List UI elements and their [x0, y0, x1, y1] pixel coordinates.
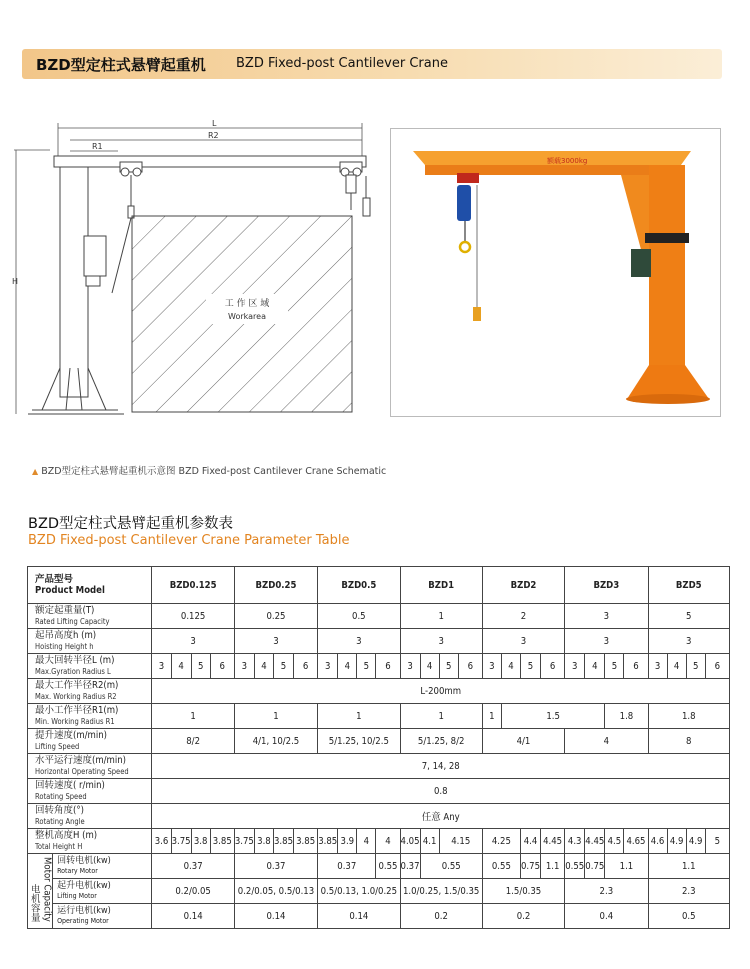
cell: 0.2: [482, 904, 564, 929]
label-cn: 提升速度(m/min): [35, 730, 107, 741]
cell: 2.3: [565, 879, 648, 904]
cell: 3.9: [338, 829, 357, 854]
label-rotating-angle: [28, 804, 152, 829]
cell: 0.75: [520, 854, 540, 879]
label-en: Hoisting Height h: [35, 642, 94, 651]
cell: 4: [565, 729, 648, 754]
cell: 4/1, 10/2.5: [234, 729, 317, 754]
cell: 8/2: [152, 729, 234, 754]
label-cn: 起吊高度h (m): [35, 630, 97, 641]
model-bzd025: BZD0.25: [234, 567, 317, 604]
cell: 3: [152, 654, 171, 679]
cell: 1: [482, 704, 501, 729]
cell: 3: [318, 654, 338, 679]
motor-label-en: Motor Capacity: [41, 857, 53, 922]
cell: 5: [705, 829, 729, 854]
label-en: Rated Lifting Capacity: [35, 617, 110, 626]
dim-label-l: L: [212, 119, 217, 128]
cell: 0.2/0.05: [152, 879, 234, 904]
cell: 0.5: [648, 904, 729, 929]
cell: 1.1: [605, 854, 648, 879]
jib-arm: [54, 156, 366, 167]
row-operating-motor: [28, 904, 730, 929]
row-max-gyration: [28, 654, 730, 679]
cell: 3: [648, 654, 667, 679]
cell: 4.5: [605, 829, 624, 854]
cell: 0.37: [400, 854, 420, 879]
cell: 3: [152, 629, 234, 654]
cell: 3: [482, 654, 501, 679]
cell: 0.55: [482, 854, 520, 879]
crane-illustration: [391, 129, 720, 416]
figure-caption: [32, 463, 386, 477]
cell: 1.5: [501, 704, 604, 729]
cell: 4.9: [667, 829, 686, 854]
cell: 3.75: [171, 829, 191, 854]
label-min-working-radius: [28, 704, 152, 729]
cell: 5: [191, 654, 210, 679]
photo-hook: [460, 242, 470, 252]
motor-label-cn: 电机容量: [28, 883, 40, 922]
title-banner: [22, 49, 722, 79]
parameter-table: [27, 566, 730, 929]
cell: L-200mm: [152, 679, 730, 704]
cell: 6: [458, 654, 482, 679]
model-bzd0125: BZD0.125: [152, 567, 234, 604]
cell: 0.55: [565, 854, 585, 879]
cell: 3: [234, 629, 317, 654]
label-en: Rotary Motor: [57, 867, 98, 875]
cell: 4.9: [686, 829, 705, 854]
cell: 3: [565, 654, 585, 679]
cell: 6: [541, 654, 565, 679]
cell: 4: [357, 829, 376, 854]
cell: 6: [705, 654, 729, 679]
model-bzd05: BZD0.5: [318, 567, 400, 604]
photo-column-band: [645, 233, 689, 243]
cell: 4.1: [420, 829, 439, 854]
cell: 4.4: [520, 829, 540, 854]
label-en: Operating Motor: [57, 917, 109, 925]
label-cn: 回转电机(kw): [57, 856, 111, 866]
label-rated-capacity: [28, 604, 152, 629]
label-en: Min. Working Radius R1: [35, 717, 115, 726]
cell: 5: [357, 654, 376, 679]
cell: 3.85: [294, 829, 318, 854]
model-bzd2: BZD2: [482, 567, 564, 604]
photo-pendant: [473, 307, 481, 321]
cell: 3: [482, 629, 564, 654]
cell: 6: [294, 654, 318, 679]
dim-label-r1: R1: [92, 142, 103, 151]
cell: 5: [686, 654, 705, 679]
cell: 7, 14, 28: [152, 754, 730, 779]
cell: 0.14: [318, 904, 400, 929]
cell: 0.8: [152, 779, 730, 804]
cell: 5/1.25, 10/2.5: [318, 729, 400, 754]
table-title-cn: BZD型定柱式悬臂起重机参数表: [28, 516, 234, 532]
cell: 3: [318, 629, 400, 654]
motor-capacity-label: [28, 854, 53, 929]
cell: 0.14: [234, 904, 317, 929]
crane-schematic: [14, 118, 376, 420]
cell: 任意 Any: [152, 804, 730, 829]
cell: 5: [648, 604, 729, 629]
cell: 4.65: [624, 829, 648, 854]
hoist-left: [112, 175, 134, 293]
cell: 5: [520, 654, 540, 679]
label-en: Horizontal Operating Speed: [35, 767, 129, 776]
label-cn: 起升电机(kw): [57, 881, 111, 891]
cell: 4.15: [439, 829, 482, 854]
row-total-height: [28, 829, 730, 854]
row-max-working-radius: [28, 679, 730, 704]
cell: 0.25: [234, 604, 317, 629]
label-en: Rotating Angle: [35, 817, 85, 826]
cell: 4: [171, 654, 191, 679]
work-area-label-cn: 工 作 区 域: [224, 299, 270, 309]
label-en: Total Height H: [35, 842, 83, 851]
label-cn: 整机高度H (m): [35, 830, 98, 841]
cell: 4.45: [541, 829, 565, 854]
cell: 4.6: [648, 829, 667, 854]
cell: 1: [318, 704, 400, 729]
label-cn: 最小工作半径R1(m): [35, 705, 119, 716]
label-cn: 水平运行速度(m/min): [35, 755, 126, 766]
cell: 0.125: [152, 604, 234, 629]
photo-column: [649, 165, 685, 365]
photo-hoist: [457, 185, 471, 221]
cell: 0.2/0.05, 0.5/0.13: [234, 879, 317, 904]
dim-label-h: H: [12, 277, 19, 286]
label-cn: 回转角度(°): [35, 805, 84, 816]
cell: 1: [152, 704, 234, 729]
header-label-cell: [28, 567, 152, 604]
row-hoisting-height: [28, 629, 730, 654]
cell: 4: [338, 654, 357, 679]
header-row: [28, 567, 730, 604]
cell: 1.8: [648, 704, 729, 729]
cell: 3.85: [273, 829, 293, 854]
cell: 4: [667, 654, 686, 679]
cell: 0.4: [565, 904, 648, 929]
label-total-height: [28, 829, 152, 854]
cell: 2.3: [648, 879, 729, 904]
cell: 0.55: [376, 854, 400, 879]
cell: 1.1: [541, 854, 565, 879]
cell: 3: [565, 604, 648, 629]
row-min-working-radius: [28, 704, 730, 729]
cell: 4: [501, 654, 520, 679]
model-bzd1: BZD1: [400, 567, 482, 604]
label-lifting-motor: [53, 879, 152, 904]
cell: 0.2: [400, 904, 482, 929]
cell: 0.5: [318, 604, 400, 629]
label-max-working-radius: [28, 679, 152, 704]
cell: 4: [254, 654, 273, 679]
cell: 4.3: [565, 829, 585, 854]
cell: 1.1: [648, 854, 729, 879]
label-hoisting-height: [28, 629, 152, 654]
cell: 0.75: [585, 854, 605, 879]
model-bzd3: BZD3: [565, 567, 648, 604]
cell: 5: [605, 654, 624, 679]
label-rotary-motor: [53, 854, 152, 879]
photo-base: [627, 365, 709, 399]
cell: 0.37: [152, 854, 234, 879]
trolley-left: [120, 162, 142, 176]
cell: 6: [624, 654, 648, 679]
banner-title-cn: BZD型定柱式悬臂起重机: [36, 56, 206, 74]
row-rotary-motor: [28, 854, 730, 879]
label-rotating-speed: [28, 779, 152, 804]
label-cn: 运行电机(kw): [57, 906, 111, 916]
cell: 3.8: [191, 829, 210, 854]
cell: 4: [420, 654, 439, 679]
cell: 3.85: [210, 829, 234, 854]
header-label-en: Product Model: [35, 585, 105, 596]
cell: 0.5/0.13, 1.0/0.25: [318, 879, 400, 904]
work-area-label-en: Workarea: [228, 312, 266, 321]
triangle-icon: ▲: [32, 467, 39, 476]
cell: 4.45: [585, 829, 605, 854]
cell: 8: [648, 729, 729, 754]
trolley-right: [340, 162, 370, 216]
cell: 0.37: [318, 854, 376, 879]
cell: 6: [210, 654, 234, 679]
cell: 0.14: [152, 904, 234, 929]
cell: 4.25: [482, 829, 520, 854]
row-lifting-motor: [28, 879, 730, 904]
label-en: Rotating Speed: [35, 792, 87, 801]
cell: 1: [234, 704, 317, 729]
cell: 3.6: [152, 829, 171, 854]
cell: 6: [376, 654, 400, 679]
photo-trolley: [457, 173, 479, 183]
header-label-cn: 产品型号: [35, 574, 74, 585]
cell: 3: [400, 629, 482, 654]
model-bzd5: BZD5: [648, 567, 729, 604]
cell: 4: [585, 654, 605, 679]
label-horizontal-speed: [28, 754, 152, 779]
cell: 3: [565, 629, 648, 654]
banner-title-en: BZD Fixed-post Cantilever Crane: [236, 56, 448, 71]
label-lifting-speed: [28, 729, 152, 754]
label-cn: 最大回转半径L (m): [35, 655, 115, 666]
cell: 0.37: [234, 854, 317, 879]
cell: 3.8: [254, 829, 273, 854]
cell: 5: [273, 654, 293, 679]
label-max-gyration: [28, 654, 152, 679]
cell: 1.8: [605, 704, 648, 729]
cell: 1.5/0.35: [482, 879, 564, 904]
row-rotating-angle: [28, 804, 730, 829]
label-en: Lifting Speed: [35, 742, 80, 751]
photo-motor: [631, 249, 651, 277]
cell: 1.0/0.25, 1.5/0.35: [400, 879, 482, 904]
cell: 1: [400, 704, 482, 729]
cell: 4: [376, 829, 400, 854]
cell: 3: [234, 654, 254, 679]
table-title-en: BZD Fixed-post Cantilever Crane Parameter Table: [28, 533, 350, 548]
row-horizontal-speed: [28, 754, 730, 779]
cell: 3: [400, 654, 420, 679]
photo-base-plate: [626, 394, 710, 404]
label-cn: 额定起重量(T): [35, 605, 95, 616]
column: [60, 167, 106, 397]
row-rotating-speed: [28, 779, 730, 804]
cell: 2: [482, 604, 564, 629]
label-operating-motor: [53, 904, 152, 929]
photo-capacity-plate: 额载3000kg: [547, 157, 588, 165]
figure-caption-text: BZD型定柱式悬臂起重机示意图 BZD Fixed-post Cantilever Crane Schematic: [41, 466, 387, 477]
row-rated-capacity: [28, 604, 730, 629]
cell: 1: [400, 604, 482, 629]
cell: 4.05: [400, 829, 420, 854]
dim-label-r2: R2: [208, 131, 219, 140]
row-lifting-speed: [28, 729, 730, 754]
cell: 3: [648, 629, 729, 654]
cell: 5/1.25, 8/2: [400, 729, 482, 754]
cell: 3.85: [318, 829, 338, 854]
label-cn: 最大工作半径R2(m): [35, 680, 119, 691]
cell: 5: [439, 654, 458, 679]
label-en: Max.Gyration Radius L: [35, 667, 111, 676]
cell: 4/1: [482, 729, 564, 754]
label-cn: 回转速度( r/min): [35, 780, 105, 791]
cell: 0.55: [420, 854, 482, 879]
label-en: Lifting Motor: [57, 892, 97, 900]
crane-photo: [390, 128, 721, 417]
label-en: Max. Working Radius R2: [35, 692, 117, 701]
cell: 3.75: [234, 829, 254, 854]
